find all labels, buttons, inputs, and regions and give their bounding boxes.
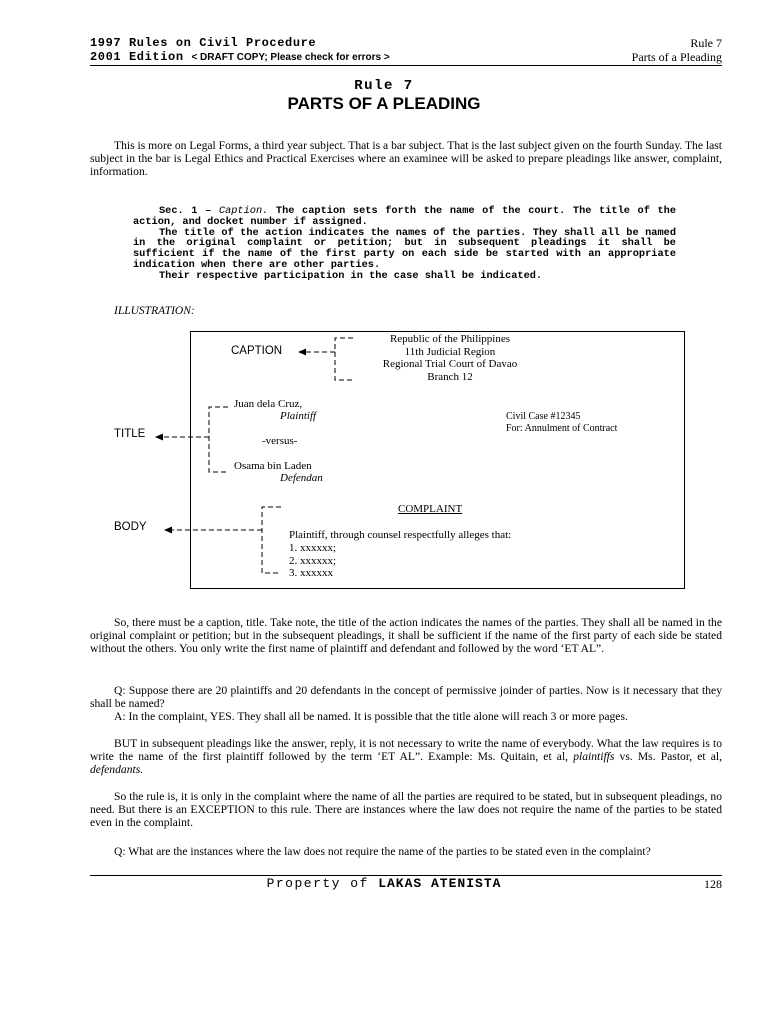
caption-label: CAPTION [231,345,283,357]
edition-text: 2001 Edition [90,50,184,64]
section-label: Sec. 1 – [159,205,212,217]
rule-title: PARTS OF A PLEADING [287,94,481,113]
caption-arrowhead [298,349,306,356]
body-label: BODY [114,521,147,533]
footer-property [0,876,768,891]
defendant-name: Osama bin Laden [234,460,312,472]
plaintiff-role: Plaintiff [280,410,317,422]
vs-text: vs. Ms. Pastor, et al, [619,750,722,764]
answer-1-continued [90,737,722,777]
defendants-term: defendants. [90,763,144,777]
defendant-role: Defendan [280,472,323,484]
intro-paragraph: This is more on Legal Forms, a third year subject. That is a bar subject. That is the last subject given on the fourth Sunday. The last subject in the bar is Legal Ethics and Practical Exercises where an examinee will be asked to prepare pleadings like answer, complaint, information. [90,139,722,179]
title-label: TITLE [114,428,146,440]
caption-explanation: So, there must be a caption, title. Take note, the title of the action indicates the names of the parties. They shall all be named in the original complaint or petition; but in the subsequent pleadings, it shall be sufficient if the name of the first party of each side be stated without the others. You only write the first name of plaintiff and defendant and followed by the word ‘ET AL”. [90,616,722,656]
draft-note: < DRAFT COPY; Please check for errors > [191,52,390,63]
header-section-ref: Parts of a Pleading [631,50,722,64]
section-name: Caption. [218,205,269,217]
header-rule-ref: Rule 7 [690,36,722,50]
question-1: Q: Suppose there are 20 plaintiffs and 20 defendants in the concept of permissive joinder of parties. Now is it necessary that they shall be named? [90,684,722,711]
complaint-heading: COMPLAINT [398,503,463,515]
title-arrowhead [155,434,163,441]
court-line: Branch 12 [427,370,473,383]
case-number: Civil Case #12345 [506,411,581,422]
body-arrowhead [164,527,172,534]
section-p1: The caption sets forth the name of the court. The title of the action, and docket number if assigned. [133,205,677,228]
but-text: BUT in subsequent pleadings like the answer, reply, it is not necessary to write the name of everybody. What the law requires is to write the name of the first plaintiff followed by the term ‘ET AL”. Example: Ms. Quitain, et al, [90,737,722,764]
allegation-item: 2. xxxxxx; [289,555,337,567]
header-title: 1997 Rules on Civil Procedure [90,36,317,50]
title-bracket [209,407,228,472]
owner-name: LAKAS ATENISTA [378,876,502,891]
case-subject: For: Annulment of Contract [506,423,618,434]
plaintiff-name: Juan dela Cruz, [234,398,303,410]
rule-paragraph: So the rule is, it is only in the complaint where the name of all the parties are required to be stated, but in subsequent pleadings, no need. But there is an EXCEPTION to this rule. There are instances where the law does not require the name of the parties to be stated even in the complaint. [90,790,722,830]
court-line: 11th Judicial Region [404,345,496,358]
court-block [340,333,560,383]
section-p3: Their respective participation in the case shall be indicated. [159,269,543,282]
allegation-intro: Plaintiff, through counsel respectfully alleges that: [289,529,512,541]
rule-number: Rule 7 [354,78,414,94]
answer-1: A: In the complaint, YES. They shall all be named. It is possible that the title alone will reach 3 or more pages. [114,710,628,723]
allegation-item: 1. xxxxxx; [289,542,337,554]
page-number: 128 [704,877,722,891]
court-line: Regional Trial Court of Davao [382,358,518,370]
illustration-label: ILLUSTRATION: [114,305,195,317]
versus-text: -versus- [262,435,298,447]
allegation-item: 3. xxxxxx [289,567,333,579]
section-p2: The title of the action indicates the names of the parties. They shall all be named in the original complaint or petition; but in subsequent pleadings it shall be sufficient if the name of the first party on each side be started with an appropriate indication when there are other parties. [133,226,676,271]
property-of: Property of [266,876,369,891]
plaintiffs-term: plaintiffs [573,750,615,764]
body-bracket [262,507,281,573]
question-2: Q: What are the instances where the law does not require the name of the parties to be stated even in the complaint? [114,845,651,858]
court-line: Republic of the Philippines [389,333,511,345]
